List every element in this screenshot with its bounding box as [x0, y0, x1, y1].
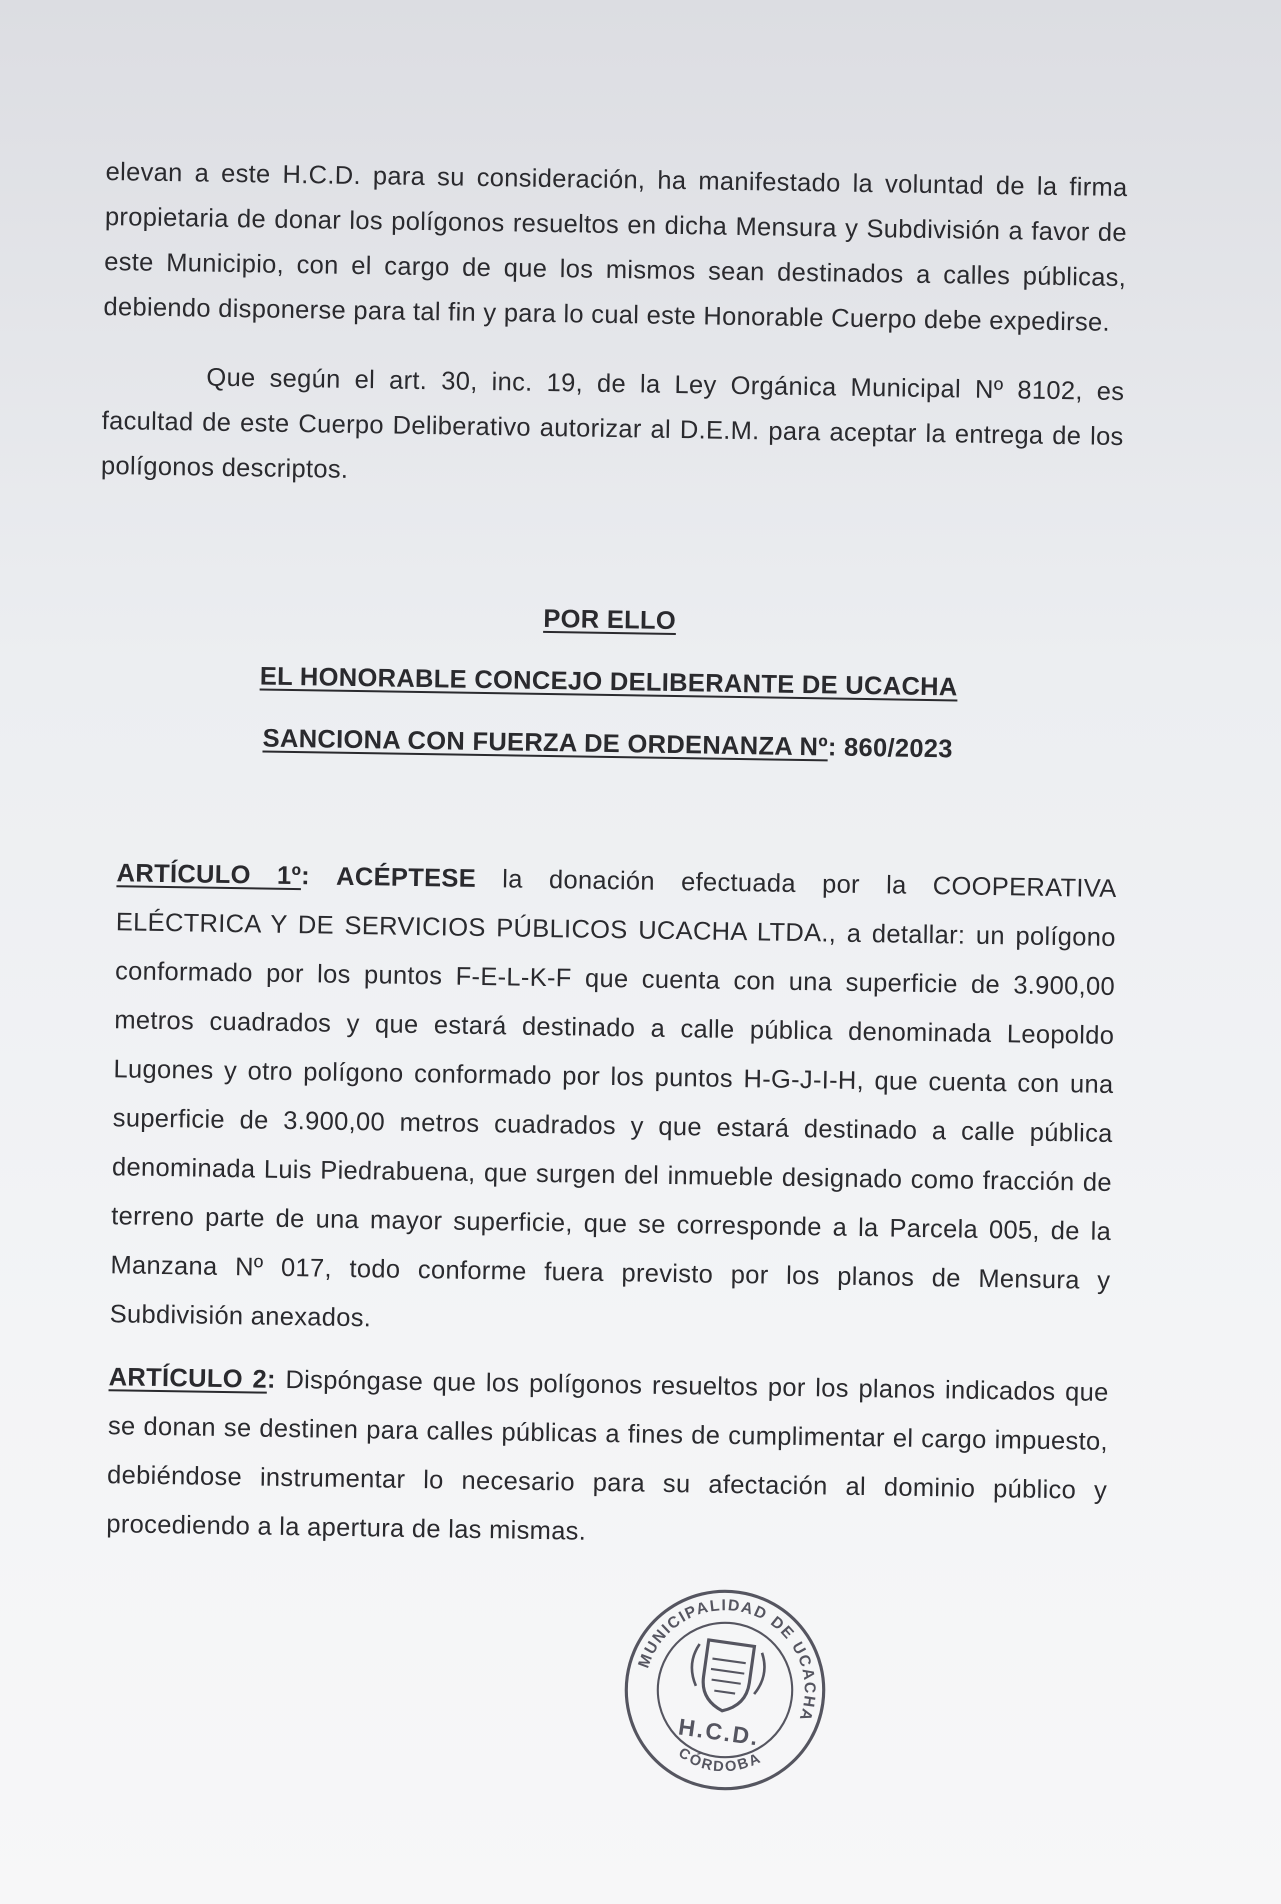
- article-1: [109, 849, 1117, 1355]
- document-body: [84, 150, 1128, 1565]
- seal-center-text: H.C.D.: [676, 1713, 762, 1751]
- article-1-verb: ACÉPTESE: [335, 862, 477, 893]
- seal-bottom-text: CÓRDOBA: [675, 1745, 765, 1776]
- heading-ordinance-number: : 860/2023: [827, 733, 953, 764]
- article-1-text: la donación efectuada por la COOPERATIVA ELÉCTRICA Y DE SERVICIOS PÚBLICOS UCACHA LTDA., a detallar: un polígono conformado por los puntos F-E-L-K-F que cuenta con una superficie de 3.900,00 metros cuadrados y que estará destinado a calle pública denominada Leopoldo Lugones y otro polígono conformado por los puntos H-G-J-I-H, que cuenta con una superficie de 3.900,00 metros cuadrados y que estará destinado a calle pública denominada Luis Piedrabuena, que surgen del inmueble designado como fracción de terreno parte de una mayor superficie, que se corresponde a la Parcela 005, de la Manzana Nº 017, todo conforme fuera previsto por los planos de Mensura y Subdivisión anexados.: [109, 864, 1117, 1333]
- heading-ordinance-label: SANCIONA CON FUERZA DE ORDENANZA Nº: [262, 724, 829, 762]
- article-1-colon: :: [300, 862, 311, 891]
- intro-paragraph-2: Que según el art. 30, inc. 19, de la Ley Orgánica Municipal Nº 8102, es facultad de este Cuerpo Deliberativo autorizar al D.E.M. para aceptar la entrega de los polígonos descriptos.: [100, 363, 1125, 484]
- resolution-heading: [96, 581, 1121, 783]
- heading-por-ello: POR ELLO: [543, 604, 677, 636]
- shield-stripes: [708, 1659, 746, 1695]
- article-2-colon: :: [266, 1365, 277, 1394]
- articles-section: [84, 849, 1117, 1565]
- shield-icon: [699, 1640, 754, 1714]
- article-2: [106, 1353, 1109, 1565]
- article-2-text: Dispóngase que los polígonos resueltos por los planos indicados que se donan se destinen para calles públicas a fines de cumplimentar el cargo impuesto, debiéndose instrumentar lo necesario para su afectación al dominio público y procediendo a la apertura de las mismas.: [106, 1365, 1109, 1546]
- article-2-label: ARTÍCULO 2: [108, 1363, 268, 1394]
- heading-council-name: EL HONORABLE CONCEJO DELIBERANTE DE UCACHA: [259, 662, 958, 702]
- seal-ring-text: MUNICIPALIDAD DE UCACHA: [635, 1597, 818, 1725]
- article-1-label: ARTÍCULO 1º: [116, 859, 302, 891]
- hcd-seal-stamp: [606, 1571, 843, 1808]
- intro-paragraph-1: elevan a este H.C.D. para su consideración, ha manifestado la voluntad de la firma propietaria de donar los polígonos resueltos en dicha Mensura y Subdivisión a favor de este Municipio, con el cargo de que los mismos sean destinados a calles públicas, debiendo disponerse para tal fin y para lo cual este Honorable Cuerpo debe expedirse.: [103, 157, 1128, 337]
